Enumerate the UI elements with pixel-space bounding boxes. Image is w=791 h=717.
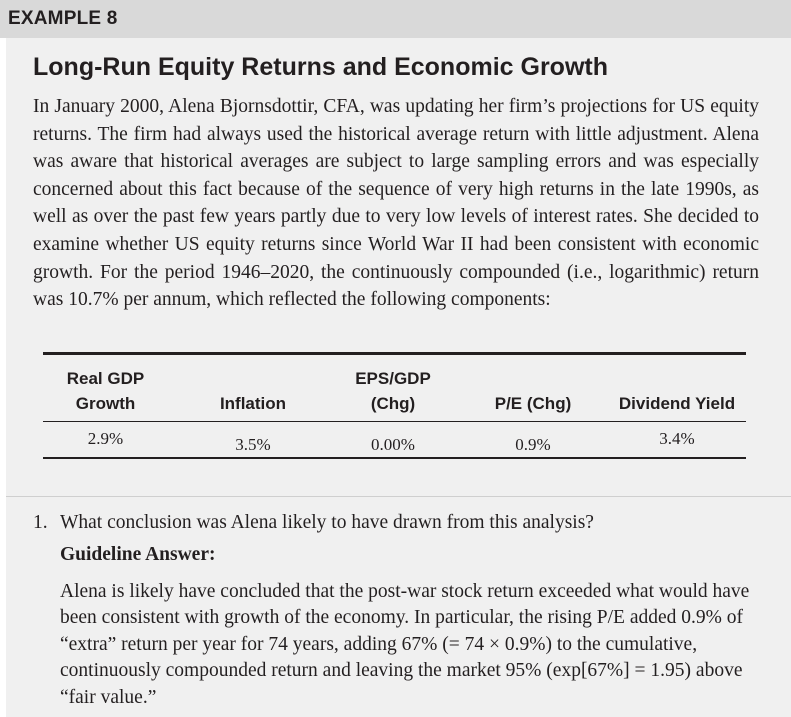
header-real-gdp-growth: Real GDP Growth [66,369,145,413]
table-header-rule [43,421,746,422]
value-eps-gdp: 0.00% [371,435,415,454]
table-top-rule [43,352,746,355]
header-dividend-yield: Dividend Yield [618,394,736,413]
header-pe-chg: P/E (Chg) [494,394,572,413]
value-pe-chg: 0.9% [515,435,551,454]
header-inflation: Inflation [219,394,287,413]
example-label: EXAMPLE 8 [8,8,118,29]
question-1 [33,509,763,536]
example-title: Long-Run Equity Returns and Economic Growth [33,53,608,81]
guideline-label: Guideline Answer: [60,544,216,565]
value-inflation: 3.5% [235,435,271,454]
question-text: What conclusion was Alena likely to have drawn from this analysis? [60,512,594,533]
value-real-gdp-growth: 2.9% [87,429,124,448]
section-divider [6,496,791,497]
question-number: 1. [33,512,48,533]
example-header-bar [0,0,791,38]
components-table [43,352,746,460]
table-bottom-rule [43,457,746,459]
intro-paragraph: In January 2000, Alena Bjornsdottir, CFA, was updating her firm’s projections for US equity returns. The firm had always used the historical average return with little adjustment. Alena was aware that historical averages are subject to large sampling errors and was especially concerned about this fact because of the sequence of very high returns in the late 1990s, as well as over the past few years partly due to very low levels of interest rates. She decided to examine whether US equity returns since World War II had been consistent with economic growth. For the period 1946–2020, the continuously compounded (i.e., logarithmic) return was 10.7% per annum, which reflected the following components: [33,96,759,311]
answer-paragraph: Alena is likely have concluded that the post-war stock return exceeded what would have been consistent with growth of the economy. In particular, the rising P/E added 0.9% of “extra” return per year for 74 years, adding 67% (= 74 × 0.9%) to the cumulative, continuously compounded return and leaving the market 95% (exp[67%] = 1.95) above “fair value.” [60,581,750,708]
header-eps-gdp: EPS/GDP (Chg) [355,369,431,413]
value-dividend-yield: 3.4% [659,429,695,448]
